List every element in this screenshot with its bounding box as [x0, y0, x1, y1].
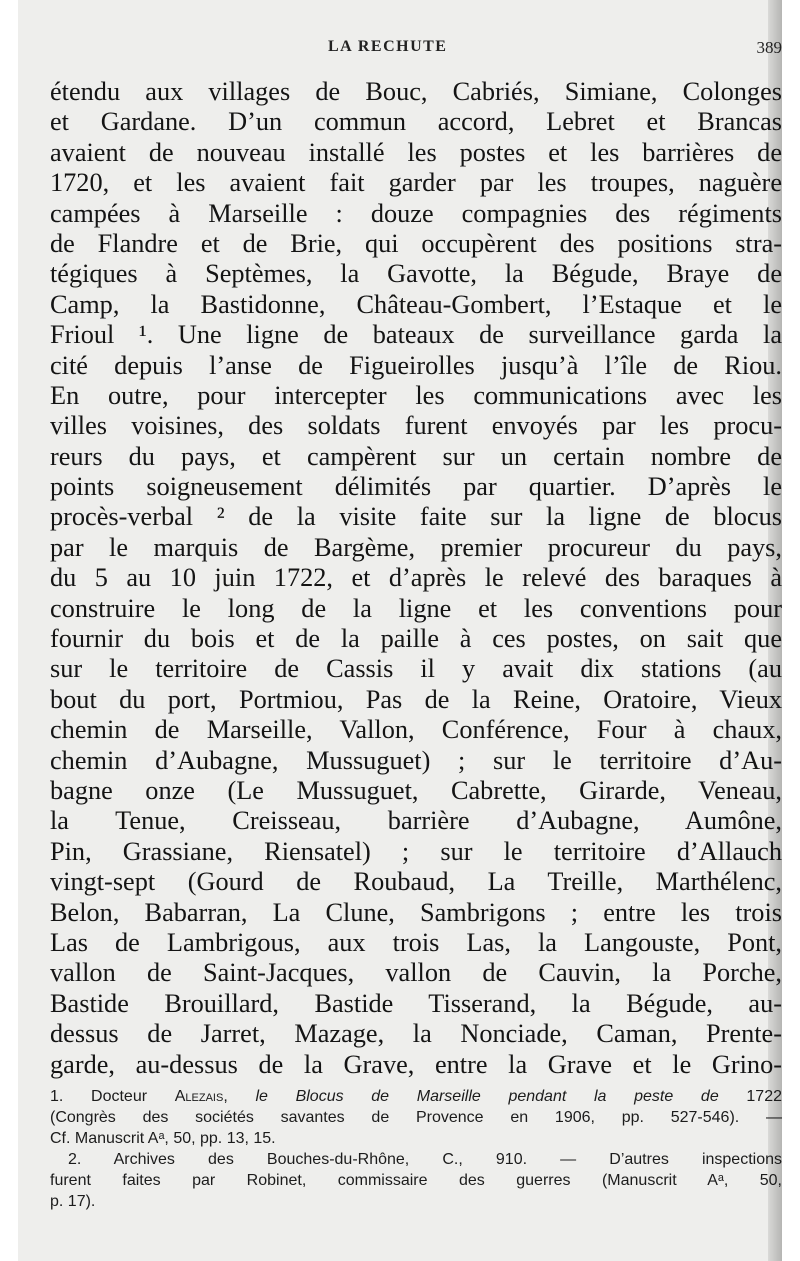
body-text — [50, 77, 782, 1080]
running-head: LA RECHUTE — [328, 38, 448, 55]
footnote-1-line-1 — [50, 1086, 782, 1107]
footnotes — [50, 1086, 782, 1212]
body-line: En outre, pour intercepter les communications avec les — [50, 380, 782, 410]
body-line: campées à Marseille : douze compagnies des régiments — [50, 198, 782, 228]
footnote-1-prefix: 1. Docteur — [50, 1088, 175, 1105]
footnote-1-line-3: Cf. Manuscrit Aᵃ, 50, pp. 13, 15. — [50, 1130, 276, 1147]
body-line: par le marquis de Bargème, premier procureur du pays, — [50, 532, 782, 562]
body-line: cité depuis l’anse de Figueirolles jusqu’à l’île de Riou. — [50, 350, 782, 380]
page-number: 389 — [756, 38, 782, 57]
body-line: points soigneusement délimités par quartier. D’après le — [50, 472, 782, 502]
body-line: Bastide Brouillard, Bastide Tisserand, la Bégude, au- — [50, 988, 782, 1018]
body-line: tégiques à Septèmes, la Gavotte, la Bégude, Braye de — [50, 259, 782, 289]
body-line: de Flandre et de Brie, qui occupèrent des positions stra- — [50, 228, 782, 258]
body-line: dessus de Jarret, Mazage, la Nonciade, Caman, Prente- — [50, 1019, 782, 1049]
body-line: et Gardane. D’un commun accord, Lebret et Brancas — [50, 107, 782, 137]
body-line: chemin de Marseille, Vallon, Conférence, Four à chaux, — [50, 715, 782, 745]
body-line: Belon, Babarran, La Clune, Sambrigons ; entre les trois — [50, 897, 782, 927]
body-line: Pin, Grassiane, Riensatel) ; sur le territoire d’Allauch — [50, 836, 782, 866]
body-line: sur le territoire de Cassis il y avait dix stations (au — [50, 654, 782, 684]
footnote-1-title: le Blocus de Marseille pendant la peste de — [255, 1088, 719, 1105]
footnote-1-separator: , — [223, 1088, 256, 1105]
body-line: villes voisines, des soldats furent envoyés par les procu- — [50, 411, 782, 441]
body-line: bagne onze (Le Mussuguet, Cabrette, Girarde, Veneau, — [50, 775, 782, 805]
footnote-1-line-2: (Congrès des sociétés savantes de Provence en 1906, pp. 527-546). — — [50, 1109, 782, 1126]
page-header — [50, 38, 782, 60]
body-line: construire le long de la ligne et les conventions pour — [50, 593, 782, 623]
body-line: procès-verbal ² de la visite faite sur la ligne de blocus — [50, 502, 782, 532]
footnote-1-year: 1722 — [718, 1088, 782, 1105]
body-line: avaient de nouveau installé les postes et les barrières de — [50, 137, 782, 167]
body-line: reurs du pays, et campèrent sur un certain nombre de — [50, 441, 782, 471]
body-line: fournir du bois et de la paille à ces postes, on sait que — [50, 624, 782, 654]
body-line: vingt-sept (Gourd de Roubaud, La Treille, Marthélenc, — [50, 867, 782, 897]
body-line: du 5 au 10 juin 1722, et d’après le relevé des baraques à — [50, 563, 782, 593]
body-line: 1720, et les avaient fait garder par les troupes, naguère — [50, 168, 782, 198]
body-line: Las de Lambrigous, aux trois Las, la Langouste, Pont, — [50, 927, 782, 957]
body-line: garde, au-dessus de la Grave, entre la Grave et le Grino- — [50, 1049, 782, 1079]
footnote-1-author: Alezais — [174, 1088, 224, 1105]
footnote-2-line-1: 2. Archives des Bouches-du-Rhône, C., 910. — D’autres inspections — [68, 1151, 782, 1168]
body-line: chemin d’Aubagne, Mussuguet) ; sur le territoire d’Au- — [50, 745, 782, 775]
footnote-2-line-3: p. 17). — [50, 1193, 96, 1210]
body-line: Frioul ¹. Une ligne de bateaux de surveillance garda la — [50, 320, 782, 350]
body-line: étendu aux villages de Bouc, Cabriés, Simiane, Colonges — [50, 77, 782, 106]
body-line: la Tenue, Creisseau, barrière d’Aubagne, Aumône, — [50, 806, 782, 836]
body-line: vallon de Saint-Jacques, vallon de Cauvin, la Porche, — [50, 958, 782, 988]
footnote-2-line-2: furent faites par Robinet, commissaire des guerres (Manuscrit Aᵃ, 50, — [50, 1172, 782, 1189]
body-line: bout du port, Portmiou, Pas de la Reine, Oratoire, Vieux — [50, 684, 782, 714]
body-line: Camp, la Bastidonne, Château-Gombert, l’Estaque et le — [50, 289, 782, 319]
